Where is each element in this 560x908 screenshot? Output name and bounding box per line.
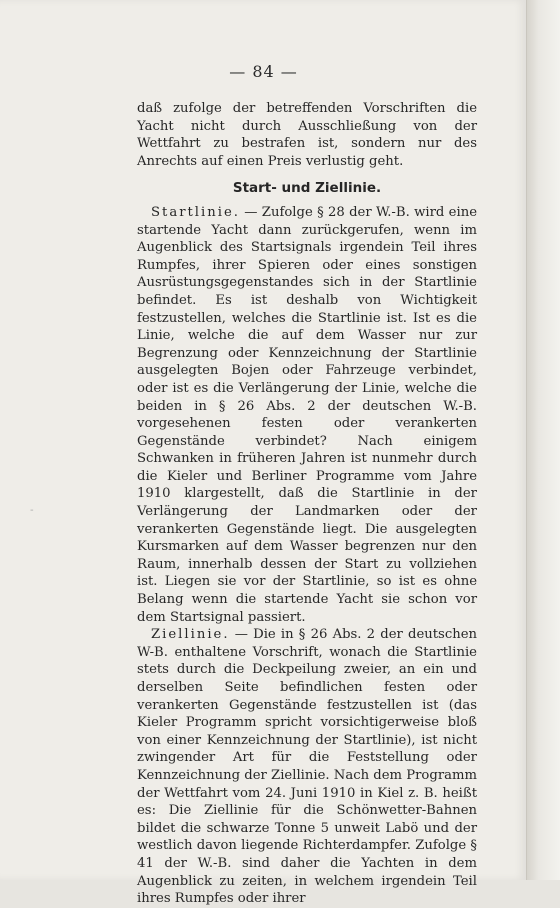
book-spine-edge xyxy=(526,0,560,880)
intro-paragraph: daß zufolge der betreffenden Vorschriften die Yacht nicht durch Ausschließung von der Wettfahrt zu bestrafen ist, sondern nur des Anrechts auf einen Preis verlustig geht. xyxy=(137,101,477,169)
ziellinie-text: — Die in § 26 Abs. 2 der deutschen W-B. enthaltene Vorschrift, wonach die Startlinie stets durch die Deckpeilung zweier, an ein und derselben Seite befindlichen festen oder verankerten Gegenstände festzustellen ist (das Kieler Programm spricht vorsichtigerweise bloß von einer Kennzeichnung der Startlinie), ist nicht zwingender Art für die Feststellung oder Kennzeichnung der Ziellinie. Nach dem Programm der Wettfahrt vom 24. Juni 1910 in Kiel z. B. heißt es: Die Ziellinie für die Schönwetter-Bahnen bildet die schwarze Tonne 5 unweit Labö und der westlich davon liegende Richterdampfer. Zufolge § 41 der W.-B. sind daher die Yachten in dem Augenblick zu zeiten, in welchem irgendein Teil ihres Rumpfes oder ihrer xyxy=(137,627,477,907)
ziellinie-term: Ziellinie. xyxy=(151,627,230,643)
startlinie-term: Startlinie. xyxy=(151,204,240,220)
section-heading: Start- und Ziellinie. xyxy=(232,180,382,197)
ziellinie-paragraph xyxy=(137,626,477,908)
margin-mark: - xyxy=(30,505,34,516)
body-text xyxy=(137,100,477,908)
page-number: — 84 — xyxy=(229,62,298,81)
startlinie-paragraph xyxy=(137,204,477,626)
startlinie-text: — Zufolge § 28 der W.-B. wird eine startende Yacht dann zurückgerufen, wenn im Augenblick des Startsignals irgendein Teil ihres Rumpfes, ihrer Spieren oder eines sonstigen Ausrüstungsgegenstandes sich in der Startlinie befindet. Es ist deshalb von Wichtigkeit festzustellen, welches die Startlinie ist. Ist es die Linie, welche die auf dem Wasser nur zur Begrenzung oder Kennzeichnung der Startlinie ausgelegten Bojen oder Fahrzeuge verbindet, oder ist es die Verlängerung der Linie, welche die beiden in § 26 Abs. 2 der deutschen W.-B. vorgesehenen festen oder verankerten Gegenstände verbindet? Nach einigem Schwanken in früheren Jahren ist nunmehr durch die Kieler und Berliner Programme vom Jahre 1910 klargestellt, daß die Startlinie in der Verlängerung der Landmarken oder der verankerten Gegenstände liegt. Die ausgelegten Kursmarken auf dem Wasser begrenzen nur den Raum, innerhalb dessen der Start zu vollziehen ist. Liegen sie vor der Startlinie, so ist es ohne Belang wenn die startende Yacht sie schon vor dem Startsignal passiert. xyxy=(137,204,477,625)
